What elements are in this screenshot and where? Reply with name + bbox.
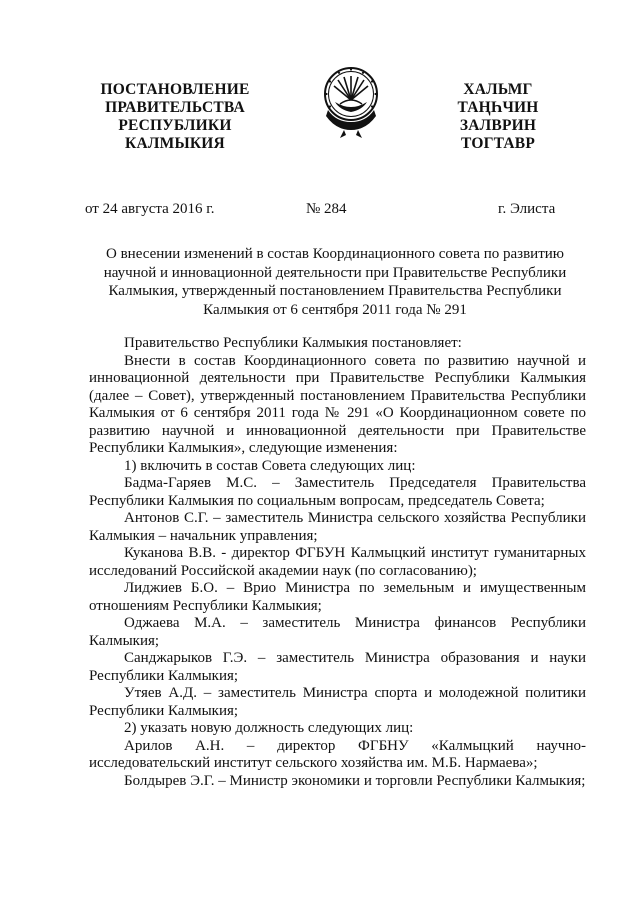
header-line: ТОГТАВР [460,135,536,152]
header-kalmyk [428,81,568,153]
header-line: ТАҢҺЧИН [457,99,539,116]
header-line: КАЛМЫКИЯ [125,135,225,152]
paragraph: 2) указать новую должность следующих лиц: [124,720,414,736]
paragraph: 1) включить в состав Совета следующих лиц: [124,457,416,474]
paragraph: Правительство Республики Калмыкия постановляет: [124,335,462,351]
paragraph: Арилов А.Н. – директор ФГБНУ «Калмыцкий научно-исследовательский институт сельского хозяйства им. М.Б. Нармаева»; [89,737,586,771]
document-title: О внесении изменений в состав Координационного совета по развитию научной и инновационной деятельности при Правительстве Республики Калмыкия, утвержденный постановлением Правительства Республики Калмыкия от 6 сентября 2011 года № 291 [103,246,567,318]
paragraph: Внести в состав Координационного совета по развитию научной и инновационной деятельности при Правительстве Республики Калмыкия (далее – Совет), утвержденный постановлением Правительства Республики Калмыкия от 6 сентября 2011 года № 291 «О Координационном совете по развитию научной и инновационной деятельности при Правительстве Республики Калмыкия», следующие изменения: [89,352,586,456]
paragraph: Бадма-Гаряев М.С. – Заместитель Председателя Правительства Республики Калмыкия по социальным вопросам, председатель Совета; [89,475,586,509]
paragraph: Антонов С.Г. – заместитель Министра сельского хозяйства Республики Калмыкия – начальник управления; [89,510,586,544]
kalmykia-coat-of-arms-icon [322,60,380,140]
header-russian [80,81,270,153]
document-date: от 24 августа 2016 г. [85,201,215,217]
paragraph: Утяев А.Д. – заместитель Министра спорта и молодежной политики Республики Калмыкия; [89,685,586,719]
header-line: ПРАВИТЕЛЬСТВА [105,99,245,116]
document-body [89,335,586,790]
header-line: РЕСПУБЛИКИ [118,117,232,134]
paragraph: Куканова В.В. - директор ФГБУН Калмыцкий институт гуманитарных исследований Российской академии наук (по согласованию); [89,545,586,579]
header-line: ПОСТАНОВЛЕНИЕ [100,81,250,98]
document-number: № 284 [306,201,347,217]
document-city: г. Элиста [498,201,556,217]
paragraph: Болдырев Э.Г. – Министр экономики и торговли Республики Калмыкия; [124,772,586,789]
header-line: ЗАЛВРИН [459,117,537,134]
paragraph: Санджарыков Г.Э. – заместитель Министра образования и науки Республики Калмыкия; [89,650,586,684]
paragraph: Лиджиев Б.О. – Врио Министра по земельным и имущественным отношениям Республики Калмыкия; [89,580,586,614]
paragraph: Оджаева М.А. – заместитель Министра финансов Республики Калмыкия; [89,615,586,649]
header-line: ХАЛЬМГ [463,81,533,98]
